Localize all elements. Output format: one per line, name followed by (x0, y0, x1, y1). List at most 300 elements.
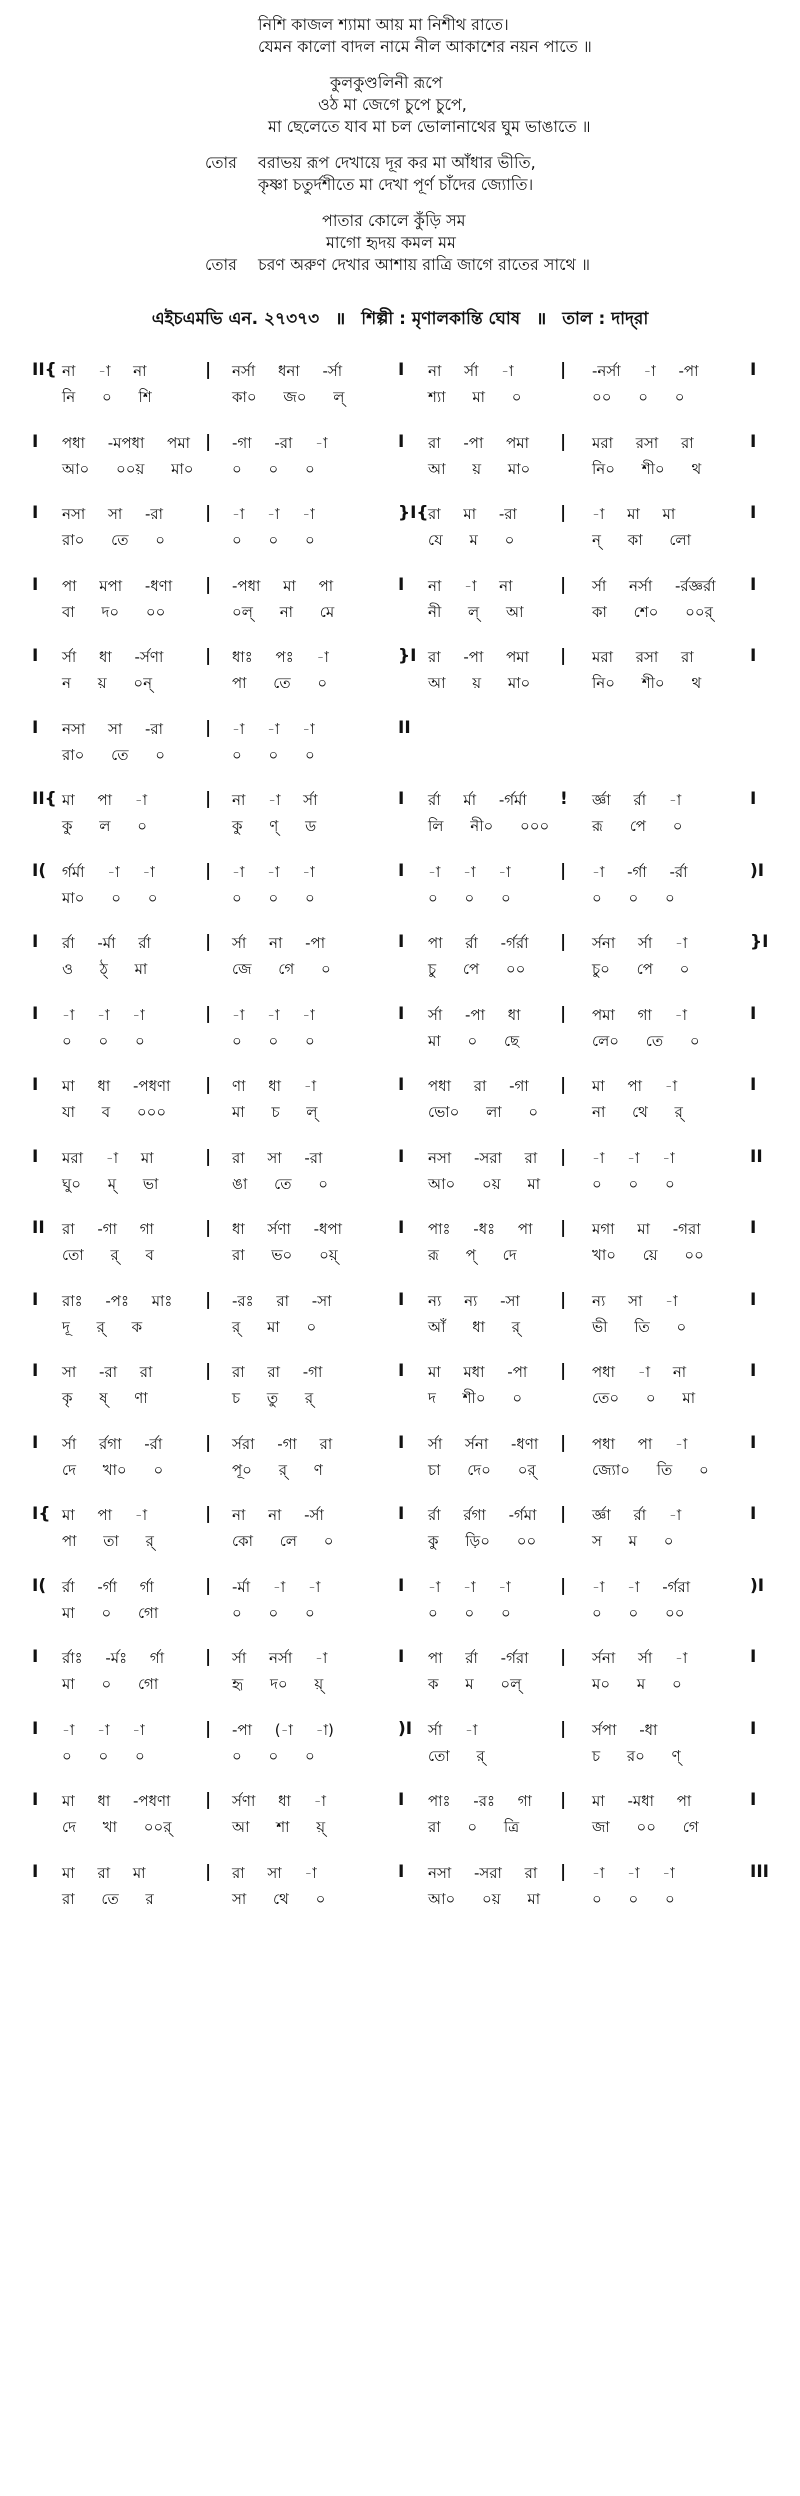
swara-cell: র্সা র্সনা -ধণা (428, 1434, 539, 1453)
swara-cell: -া -া -া (592, 1863, 675, 1882)
swara-cell: র্রা -র্মা র্রা (62, 934, 151, 952)
bar-line: | (205, 932, 212, 952)
lyric-syllable-cell: শ্যা মা ০ (428, 388, 522, 406)
lyric-syllable-cell: ০ ০ ০০ (592, 1603, 685, 1622)
lyric-text: মা ছেলেতে যাব মা চল ভোলানাথের ঘুম ভাঙাতে ॥ (268, 117, 591, 136)
bar-line: | (560, 431, 567, 452)
bar-line: | (205, 1718, 212, 1739)
bar-line: I (398, 789, 405, 809)
swara-cell: না না -র্সা (232, 1506, 324, 1524)
swara-cell: রা সা -া (232, 1863, 317, 1882)
lyric-syllable-cell: খা০ য়ে ০০ (592, 1246, 704, 1264)
lyric-syllable-cell: রূ প্ দে (428, 1246, 517, 1264)
lyric-syllable-cell: ০ ০ ০ (592, 1889, 675, 1908)
swara-cell: রাঃ -পঃ মাঃ (62, 1291, 173, 1310)
bar-line: | (560, 860, 567, 881)
swara-cell: -গা -রা -া (232, 433, 328, 452)
lyric-line (0, 94, 800, 116)
notation-row (0, 1147, 800, 1203)
notation-row (0, 432, 800, 488)
bar-line: II (32, 1218, 45, 1238)
bar-line: I (750, 1289, 757, 1310)
bar-line: )I (750, 1575, 765, 1596)
lyric-text: মাগো হৃদয় কমল মম (326, 233, 456, 252)
lyric-syllable-cell: পা তা র্ (62, 1532, 154, 1550)
bar-line: I (32, 932, 39, 952)
bar-line: II (398, 717, 411, 738)
swara-cell: -া মা মা (592, 505, 676, 523)
lyric-text: ওঠ মা জেগে চুপে চুপে, (318, 95, 467, 114)
notation-row (0, 646, 800, 702)
lyric-text: কুলকুণ্ডলিনী রূপে (330, 73, 443, 92)
lyric-syllable-cell: আ য় মা০ (428, 459, 531, 478)
bar-line: | (560, 646, 567, 666)
swara-cell: রা -পা পমা (428, 648, 529, 666)
bar-line: I (750, 1361, 757, 1381)
lyric-syllable-cell: নি ০ শি (62, 388, 152, 406)
bar-line: I (398, 1432, 405, 1453)
lyric-line (0, 36, 800, 58)
bar-line: I (750, 503, 757, 523)
swara-cell: -া -া -া (62, 1720, 145, 1739)
lyric-syllable-cell: চ র০ ণ্ (592, 1746, 681, 1765)
swara-cell: র্সা নর্সা -র্রজ্ঞর্রা (592, 576, 716, 595)
lyric-syllable-cell: আ য় মা০ (428, 674, 531, 692)
bar-line: I (750, 360, 757, 380)
bar-line: I (398, 1861, 405, 1882)
bar-line: | (205, 360, 212, 380)
bar-line: | (560, 1790, 567, 1810)
lyric-syllable-cell: ০ ০ ০ (62, 1031, 145, 1050)
swara-cell: র্রা র্রগা -র্গমা (428, 1506, 537, 1524)
bar-line: | (205, 574, 212, 595)
swara-cell: র্রা -র্গা র্গা (62, 1577, 154, 1596)
bar-line: I (750, 574, 757, 595)
lyric-syllable-cell: ০ ০ ০ (592, 888, 675, 907)
lyric-syllable-cell: তে০ ০ মা (592, 1389, 696, 1407)
lyric-syllable-cell: আঁ ধা র্ (428, 1317, 521, 1336)
bar-line: I (398, 360, 405, 380)
bar-line: }I{ (398, 503, 429, 523)
bar-line: I (32, 1647, 39, 1667)
lyric-syllable-cell: ০০ ০ ০ (592, 388, 685, 406)
swara-cell: না -া না (428, 576, 513, 595)
lyric-syllable-cell: কো লে ০ (232, 1532, 334, 1550)
lyric-syllable-cell: না থে র্ (592, 1103, 683, 1121)
swara-cell: -া -া -া (232, 1005, 315, 1024)
lyric-syllable-cell: ক ম ০ল্ (428, 1675, 522, 1693)
bar-line: I (32, 1146, 39, 1167)
swara-cell: ধা র্সণা -ধপা (232, 1220, 342, 1238)
lyric-syllable-cell: বা দ০ ০০ (62, 602, 166, 621)
swara-cell: রা সা -রা (232, 1148, 323, 1167)
bar-line: | (560, 360, 567, 380)
bar-line: | (560, 1575, 567, 1596)
lyric-text: বরাভয় রূপ দেখায়ে দূর কর মা আঁধার ভীতি, (258, 153, 536, 172)
swara-cell: র্সা র্রগা -র্রা (62, 1434, 163, 1453)
lyric-syllable-cell: র্ মা ০ (232, 1317, 317, 1336)
notation-row (0, 861, 800, 917)
swara-cell: -া -া -া (232, 719, 315, 738)
notation-row (0, 1576, 800, 1632)
notation-row (0, 789, 800, 845)
swara-cell: নর্সা ধনা -র্সা (232, 362, 343, 380)
lyric-syllable-cell: নি০ শী০ থ (592, 674, 702, 692)
bar-line: }I (750, 932, 769, 952)
bar-line: | (560, 574, 567, 595)
lyric-syllable-cell: চা দে০ ০র্ (428, 1460, 536, 1479)
bar-line: I (750, 789, 757, 809)
separator: ॥ (335, 309, 346, 329)
lyric-syllable-cell: চ তু র্ (232, 1389, 314, 1407)
bar-line: | (560, 932, 567, 952)
lyric-text: পাতার কোলে কুঁড়ি সম (322, 211, 466, 230)
bar-line: I (750, 431, 757, 452)
swara-cell: র্গর্মা -া -া (62, 862, 155, 881)
swara-cell: র্সা -পা ধা (428, 1005, 521, 1024)
lyric-syllable-cell: ০ ০ ০ (232, 531, 315, 549)
lyric-syllable-cell: যে ম ০ (428, 531, 515, 549)
swara-cell: -া -া -া (232, 862, 315, 881)
bar-line: | (205, 1289, 212, 1310)
swara-cell: পধা পা -া (592, 1434, 688, 1453)
bar-line: I (32, 574, 39, 595)
lyric-syllable-cell: হৃ দ০ য়্ (232, 1675, 324, 1693)
swara-cell: রা -পা পমা (428, 433, 529, 452)
swara-cell: র্সা নর্সা -া (232, 1649, 328, 1667)
bar-line: I (398, 1790, 405, 1810)
notation-row (0, 1218, 800, 1274)
bar-line: I (32, 1790, 39, 1810)
swara-cell: র্সনা র্সা -া (592, 1649, 688, 1667)
notation-row (0, 1790, 800, 1846)
swara-cell: -া -া -া (428, 862, 511, 881)
swara-cell: মা মধা -পা (428, 1363, 528, 1381)
notation-row (0, 1075, 800, 1131)
swara-cell: পা র্রা -র্গর্রা (428, 934, 529, 952)
lyric-syllable-cell: মা ০ গো (62, 1675, 159, 1693)
lyric-syllable-cell: জে গে ০ (232, 960, 331, 978)
bar-line: I (750, 1718, 757, 1739)
swara-cell: পাঃ -রঃ গা (428, 1792, 532, 1810)
notation-row (0, 1719, 800, 1775)
bar-line: I (398, 1647, 405, 1667)
lyric-syllable-cell: পা তে ০ (232, 674, 328, 692)
bar-line: I (750, 1075, 757, 1095)
lyric-line (0, 116, 800, 138)
lyric-syllable-cell: কা শে০ ০০র্ (592, 602, 713, 621)
swara-cell: -া -র্গা -র্রা (592, 862, 688, 881)
bar-line: I (398, 1146, 405, 1167)
lyric-syllable-cell: চু০ পে ০ (592, 960, 690, 978)
notation-row (0, 718, 800, 774)
swara-cell: র্সনা র্সা -া (592, 934, 688, 952)
lyric-syllable-cell: সা থে ০ (232, 1889, 326, 1908)
swara-cell: পমা গা -া (592, 1005, 687, 1024)
bar-line: I (398, 1504, 405, 1524)
bar-line: I (398, 1575, 405, 1596)
bar-line: I (32, 1718, 39, 1739)
bar-line: | (205, 503, 212, 523)
swara-cell: র্সা ধা -র্সণা (62, 648, 164, 666)
swara-cell: র্রাঃ -র্মঃ র্গা (62, 1649, 165, 1667)
artist-name: শিল্পী : মৃণালকান্তি ঘোষ (361, 309, 521, 329)
bar-line: | (560, 1718, 567, 1739)
bar-line: I (398, 431, 405, 452)
lyric-syllable-cell: রা০ তে ০ (62, 531, 165, 549)
bar-line: ! (560, 789, 568, 809)
bar-line: I (750, 1218, 757, 1238)
bar-line: | (205, 717, 212, 738)
lyric-syllable-cell: পূ০ র্ ণ (232, 1460, 323, 1479)
bar-line: I (750, 1003, 757, 1024)
lyric-syllable-cell: ন্ কা লো (592, 531, 691, 549)
lyric-text: নিশি কাজল শ্যামা আয় মা নিশীথ রাতে। (258, 15, 509, 34)
swara-cell: র্সরা -গা রা (232, 1434, 333, 1453)
lyric-syllable-cell: আ শা য়্ (232, 1818, 326, 1836)
bar-line: | (205, 431, 212, 452)
swara-cell: -া -া -া (592, 1148, 675, 1167)
bar-line: | (560, 1003, 567, 1024)
swara-cell: -া -া -া (62, 1005, 145, 1024)
lyric-syllable-cell: কু ল ০ (62, 817, 147, 835)
lyric-syllable-cell: দূ র্ ক (62, 1317, 143, 1336)
bar-line: | (560, 1146, 567, 1167)
bar-line: I (750, 1504, 757, 1524)
lyric-line (0, 254, 800, 276)
notation-row (0, 1862, 800, 1918)
swara-cell: রা -গা গা (62, 1220, 154, 1238)
lyric-prefix: তোর (205, 153, 237, 172)
bar-line: I{ (32, 1504, 51, 1524)
swara-cell: র্সপা -ধা (592, 1720, 658, 1739)
bar-line: I (32, 1003, 39, 1024)
lyric-syllable-cell: দ শী০ ০ (428, 1389, 523, 1407)
swara-cell: পধা রা -গা (428, 1077, 529, 1095)
swara-cell: -পধা মা পা (232, 576, 334, 595)
swara-cell: ন্য ন্য -সা (428, 1291, 520, 1310)
lyric-syllable-cell: রূ পে ০ (592, 817, 683, 835)
bar-line: I (398, 1218, 405, 1238)
bar-line: | (560, 1361, 567, 1381)
lyric-syllable-cell: রা ০ ত্রি (428, 1818, 520, 1836)
lyric-syllable-cell: আ০ ০য় মা (428, 1889, 541, 1908)
swara-cell: মা রা মা (62, 1863, 146, 1882)
lyric-syllable-cell: ভী তি ০ (592, 1317, 687, 1336)
swara-cell: -পা (-া -া) (232, 1720, 334, 1739)
lyric-syllable-cell: লে০ তে ০ (592, 1031, 700, 1050)
lyric-syllable-cell: মা চ ল্ (232, 1103, 318, 1121)
notation-row (0, 1004, 800, 1060)
bar-line: I (398, 1361, 405, 1381)
bar-line: I (32, 646, 39, 666)
bar-line: | (560, 1432, 567, 1453)
lyric-syllable-cell: কু ণ্ ড (232, 817, 317, 835)
lyric-syllable-cell: ০ ০ ০ (232, 1031, 315, 1050)
bar-line: | (205, 1146, 212, 1167)
bar-line: | (560, 1075, 567, 1095)
bar-line: II (750, 1146, 763, 1167)
lyric-syllable-cell: ভো০ লা ০ (428, 1103, 539, 1121)
record-code: এইচএমভি এন. ২৭৩৭৩ (151, 309, 320, 329)
notation-row (0, 1504, 800, 1560)
bar-line: I (750, 1647, 757, 1667)
swara-cell: নসা -সরা রা (428, 1863, 538, 1882)
bar-line: | (205, 1861, 212, 1882)
bar-line: | (205, 789, 212, 809)
notation-row (0, 503, 800, 559)
swara-cell: -া -া -া (232, 505, 315, 523)
swara-cell: ন্য সা -া (592, 1291, 678, 1310)
lyric-syllable-cell: ০ ০ ০ (232, 745, 315, 764)
lyric-syllable-cell: লি নী০ ০০০ (428, 817, 550, 835)
bar-line: I (398, 574, 405, 595)
bar-line: | (205, 1361, 212, 1381)
swara-cell: পধা -মপধা পমা (62, 433, 191, 452)
bar-line: | (560, 1289, 567, 1310)
lyric-syllable-cell: আ০ ০০য় মা০ (62, 459, 194, 478)
lyric-syllable-cell: তো র্ (428, 1746, 485, 1765)
notation-row (0, 1290, 800, 1346)
bar-line: I (398, 932, 405, 952)
lyric-syllable-cell: দে খা০ ০ (62, 1460, 164, 1479)
lyric-syllable-cell: রা ভ০ ০য়্ (232, 1246, 338, 1264)
bar-line: I (398, 1075, 405, 1095)
swara-cell: মা পা -া (62, 1506, 148, 1524)
lyric-syllable-cell: আ০ ০য় মা (428, 1174, 541, 1193)
lyric-line (0, 210, 800, 232)
lyric-line (0, 174, 800, 196)
lyric-text: কৃষ্ণা চতুর্দশীতে মা দেখা পূর্ণ চাঁদের জ্যোতি। (258, 175, 534, 194)
lyric-syllable-cell: ও ঠ্ মা (62, 960, 148, 978)
swara-cell: -া -া -র্গরা (592, 1577, 691, 1596)
notation-row (0, 1433, 800, 1489)
swara-cell: সা -রা রা (62, 1363, 153, 1381)
swara-cell: পাঃ -ধঃ পা (428, 1220, 533, 1238)
bar-line: I (398, 1003, 405, 1024)
bar-line: | (205, 1432, 212, 1453)
lyric-syllable-cell: স ম ০ (592, 1532, 674, 1550)
swara-cell: মা -মধা পা (592, 1792, 692, 1810)
lyric-syllable-cell: ০ ০ ০ (232, 1603, 315, 1622)
lyric-text: চরণ অরুণ দেখার আশায় রাত্রি জাগে রাতের সাথে ॥ (258, 255, 591, 274)
bar-line: )I (750, 860, 765, 881)
swara-cell: ধাঃ পঃ -া (232, 648, 329, 666)
bar-line: | (205, 860, 212, 881)
swara-cell: রা মা -রা (428, 505, 517, 523)
song-meta (0, 306, 800, 334)
lyric-syllable-cell: ০ল্ না মে (232, 602, 335, 621)
swara-cell: -রঃ রা -সা (232, 1291, 332, 1310)
bar-line: I (32, 1432, 39, 1453)
bar-line: II{ (32, 789, 57, 809)
notation-row (0, 1361, 800, 1417)
bar-line: I (750, 646, 757, 666)
lyric-syllable-cell: ০ ০ ০ (232, 1746, 315, 1765)
bar-line: I (750, 1432, 757, 1453)
lyric-syllable-cell: ম০ ম ০ (592, 1675, 682, 1693)
lyric-syllable-cell: মা০ ০ ০ (62, 888, 158, 907)
lyric-syllable-cell: ০ ০ ০ (592, 1174, 675, 1193)
bar-line: | (560, 1218, 567, 1238)
lyric-syllable-cell: ০ ০ ০ (428, 888, 511, 907)
taal-name: তাল : দাদ্‌রা (562, 309, 649, 329)
bar-line: I (32, 717, 39, 738)
lyric-syllable-cell: যা ব ০০০ (62, 1103, 167, 1121)
swara-cell: মা পা -া (592, 1077, 678, 1095)
notation-row (0, 932, 800, 988)
lyric-syllable-cell: রা০ তে ০ (62, 745, 165, 764)
swara-cell: পধা -া না (592, 1363, 687, 1381)
lyric-syllable-cell: মা ০ গো (62, 1603, 159, 1622)
lyric-syllable-cell: ঘু০ ম্ ভা (62, 1174, 159, 1193)
bar-line: | (560, 1861, 567, 1882)
bar-line: )I (398, 1718, 413, 1739)
bar-line: I (32, 431, 39, 452)
lyric-line (0, 14, 800, 36)
bar-line: I (32, 1861, 39, 1882)
lyric-syllable-cell: ন য় ০ন্ (62, 674, 153, 692)
swara-cell: না -া না (62, 362, 147, 380)
lyric-syllable-cell: ০ ০ ০ (428, 1603, 511, 1622)
lyric-line (0, 232, 800, 254)
lyric-syllable-cell: মা ০ ছে (428, 1031, 520, 1050)
bar-line: I (750, 1790, 757, 1810)
swara-cell: না -া র্সা (232, 791, 318, 809)
swara-cell: র্সা -া (428, 1720, 478, 1739)
bar-line: | (205, 1504, 212, 1524)
swara-cell: না র্সা -া (428, 362, 514, 380)
swara-cell: ণা ধা -া (232, 1077, 317, 1095)
bar-line: III (750, 1861, 769, 1882)
lyric-syllable-cell: তো র্ ব (62, 1246, 154, 1264)
bar-line: I (32, 1075, 39, 1095)
lyric-text: যেমন কালো বাদল নামে নীল আকাশের নয়ন পাতে ॥ (258, 37, 592, 56)
swara-cell: মা ধা -পধণা (62, 1792, 171, 1810)
swara-cell: মরা রসা রা (592, 648, 694, 666)
swara-cell: মগা মা -গরা (592, 1220, 701, 1238)
bar-line: I( (32, 1575, 47, 1596)
lyric-syllable-cell: জা ০০ গে (592, 1818, 699, 1836)
lyric-syllable-cell: কু ড়ি০ ০০ (428, 1532, 537, 1550)
bar-line: I (32, 1289, 39, 1310)
lyric-syllable-cell: কৃ ষ্ ণা (62, 1389, 148, 1407)
bar-line: | (205, 1003, 212, 1024)
bar-line: | (205, 1647, 212, 1667)
swara-cell: মরা রসা রা (592, 433, 694, 452)
swara-cell: নসা সা -রা (62, 505, 164, 523)
bar-line: I( (32, 860, 47, 881)
notation-row (0, 575, 800, 631)
swara-cell: পা র্রা -র্গরা (428, 1649, 529, 1667)
lyric-syllable-cell: জ্যো০ তি ০ (592, 1460, 709, 1479)
swara-cell: রা রা -গা (232, 1363, 323, 1381)
swara-cell: পা মপা -ধণা (62, 576, 173, 595)
bar-line: | (560, 1647, 567, 1667)
lyric-syllable-cell: কা০ জ০ ল্ (232, 388, 345, 406)
separator: ॥ (536, 309, 547, 329)
bar-line: | (205, 1575, 212, 1596)
bar-line: II{ (32, 360, 57, 380)
lyric-syllable-cell: নী ল্ আ (428, 602, 524, 621)
bar-line: | (560, 503, 567, 523)
swara-cell: র্রা র্মা -র্গর্মা (428, 791, 527, 809)
notation-row (0, 360, 800, 416)
bar-line: I (398, 860, 405, 881)
swara-cell: -র্মা -া -া (232, 1577, 321, 1596)
lyric-syllable-cell: ০ ০ ০ (232, 459, 315, 478)
lyric-prefix: তোর (205, 255, 237, 274)
